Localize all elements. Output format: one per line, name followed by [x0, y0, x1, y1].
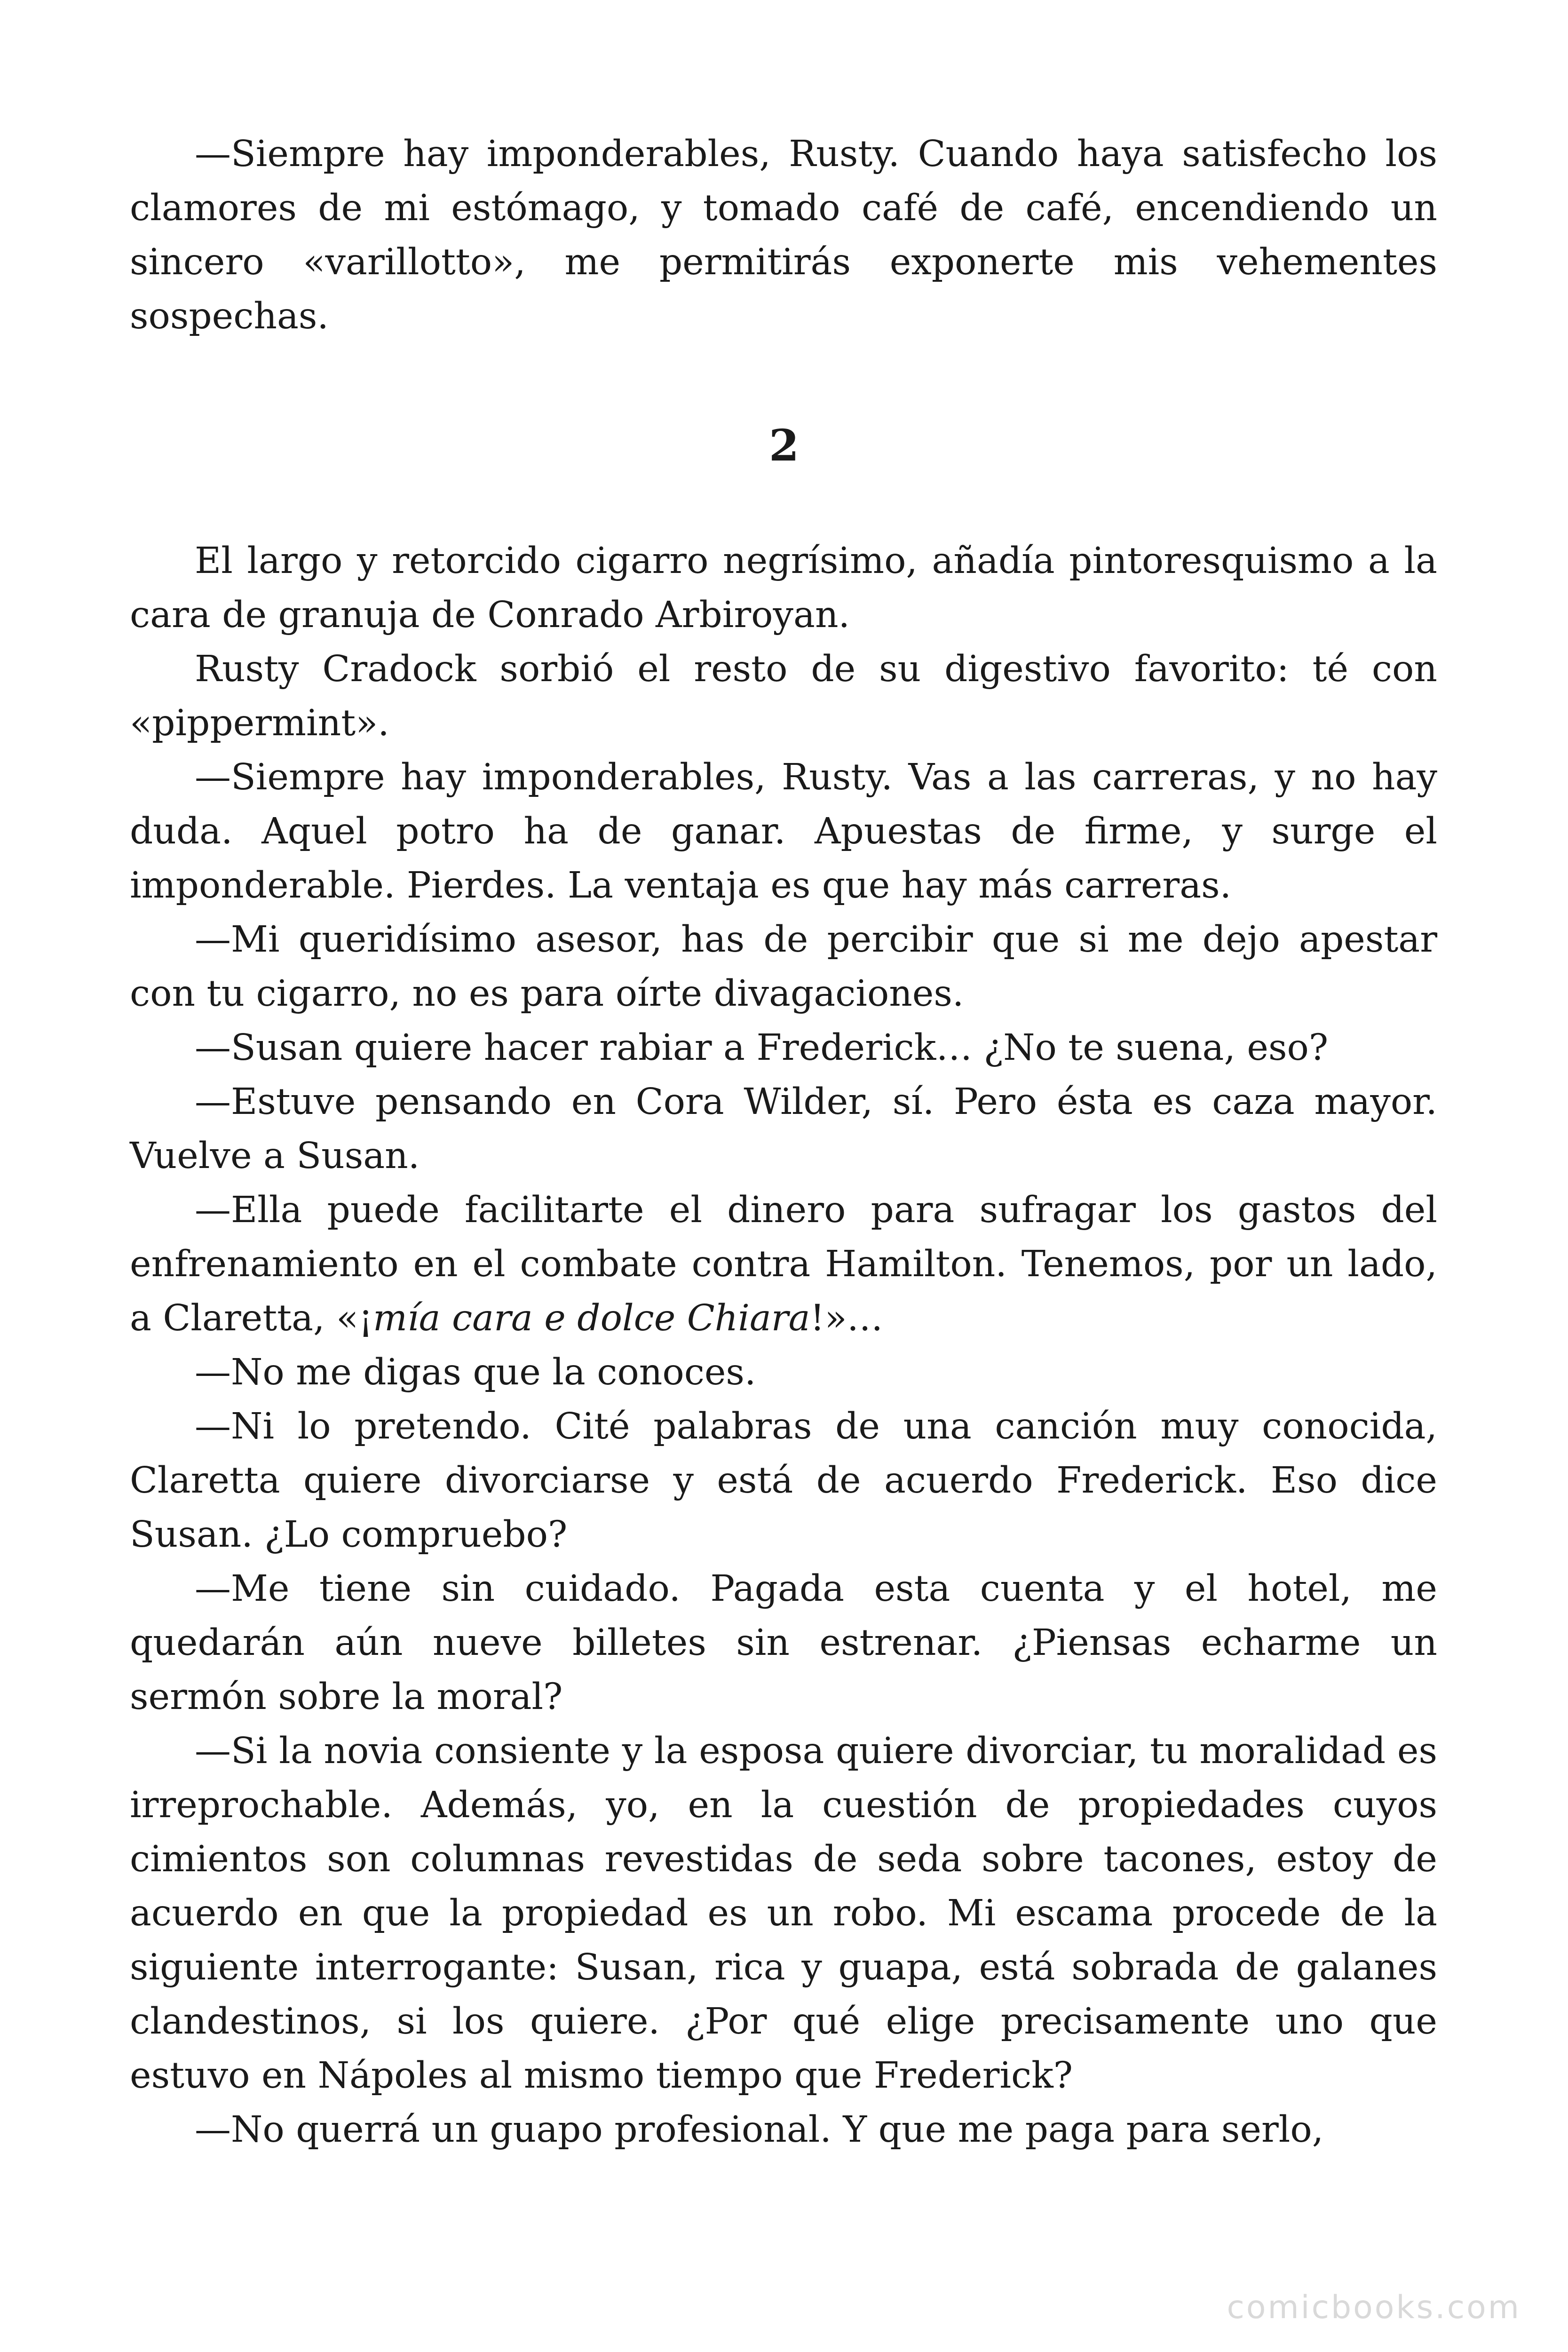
paragraph-10: —Me tiene sin cuidado. Pagada esta cuenta y el hotel, me quedarán aún nueve billetes sin estrenar. ¿Piensas echarme un sermón sobre la moral?: [130, 1568, 1437, 1718]
paragraph-3: —Siempre hay imponderables, Rusty. Vas a las carreras, y no hay duda. Aquel potro ha de ganar. Apuestas de firme, y surge el imponderable. Pierdes. La ventaja es que hay más carreras.: [130, 756, 1437, 906]
paragraph-7-start: —Ella puede facilitarte el dinero para sufragar los gastos del enfrenamiento en el combate contra Hamilton. Tenemos, por un lado, a Claretta, «¡: [130, 1189, 1437, 1339]
song-quote-italic: mía cara e dolce Chiara: [373, 1297, 810, 1339]
chapter-text-block: [130, 534, 1437, 2157]
paragraph-6: —Estuve pensando en Cora Wilder, sí. Pero ésta es caza mayor. Vuelve a Susan.: [130, 1081, 1437, 1177]
paragraph-2: Rusty Cradock sorbió el resto de su digestivo favorito: té con «pippermint».: [130, 648, 1437, 744]
chapter-number: 2: [768, 420, 799, 471]
paragraph-9: —Ni lo pretendo. Cité palabras de una canción muy conocida, Claretta quiere divorciarse y está de acuerdo Frederick. Eso dice Susan. ¿Lo compruebo?: [130, 1406, 1437, 1556]
paragraph-7: [130, 1183, 1437, 1345]
paragraph-12: —No querrá un guapo profesional. Y que me paga para serlo,: [195, 2109, 1324, 2151]
paragraph-11: —Si la novia consiente y la esposa quiere divorciar, tu moralidad es irreprochable. Además, yo, en la cuestión de propiedades cuyos cimientos son columnas revestidas de seda sobre tacones, estoy de acuerdo en que la propiedad es un robo. Mi escama procede de la siguiente interrogante: Susan, rica y guapa, está sobrada de galanes clandestinos, si los quiere. ¿Por qué elige precisamente uno que estuvo en Nápoles al mismo tiempo que Frederick?: [130, 1730, 1437, 2097]
intro-text-block: [130, 127, 1437, 343]
watermark-text: comicbooks.com: [1227, 2289, 1521, 2326]
paragraph-7-end: !»…: [810, 1297, 883, 1339]
paragraph-1: El largo y retorcido cigarro negrísimo, añadía pintoresquismo a la cara de granuja de Conrado Arbiroyan.: [130, 540, 1437, 636]
paragraph-4: —Mi queridísimo asesor, has de percibir que si me dejo apestar con tu cigarro, no es para oírte divagaciones.: [130, 919, 1437, 1015]
paragraph-5: —Susan quiere hacer rabiar a Frederick… ¿No te suena, eso?: [195, 1027, 1329, 1069]
paragraph-8: —No me digas que la conoces.: [195, 1351, 756, 1393]
intro-paragraph: —Siempre hay imponderables, Rusty. Cuando haya satisfecho los clamores de mi estómago, y tomado café de café, encendiendo un sincero «varillotto», me permitirás exponerte mis vehementes sospechas.: [130, 133, 1437, 337]
